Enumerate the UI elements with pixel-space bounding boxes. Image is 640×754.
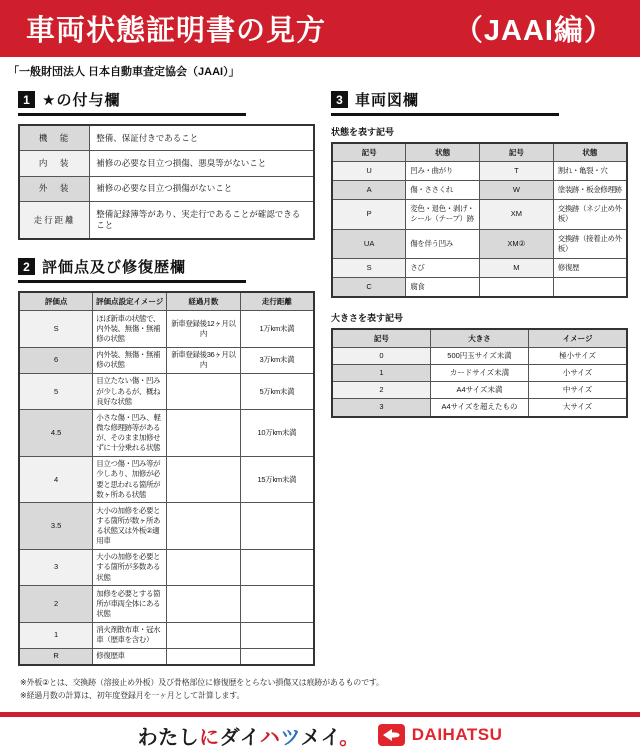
table-row (19, 373, 314, 409)
slogan-char: イ (239, 726, 260, 749)
column-header: 状態 (553, 143, 627, 162)
left-column (18, 81, 315, 666)
footnote-1: ※外板②とは、交換跡（溶接止め外板）及び骨格部位に修復歴をとらない損傷又は痕跡があるものです。 (20, 677, 384, 687)
table-cell: 外 装 (19, 176, 90, 201)
table-cell (167, 648, 241, 665)
right-column (331, 81, 628, 418)
table-cell: S (332, 258, 406, 277)
table-cell: A4サイズを超えたもの (430, 399, 528, 417)
daihatsu-slogan (138, 721, 360, 750)
footnotes (0, 666, 640, 703)
size-symbols-table (331, 328, 628, 418)
organization-name: 「一般財団法人 日本自動車査定協会（JAAI）」 (8, 66, 240, 78)
table-row (19, 202, 314, 239)
table-cell: 大小の加修を必要とする箇所が数ヶ所ある状態又は外板②適用車 (93, 503, 167, 550)
table-cell: 4.5 (19, 410, 93, 457)
table-cell (240, 586, 314, 622)
table-cell (167, 622, 241, 648)
table-cell: 走行距離 (19, 202, 90, 239)
table-row (332, 181, 627, 200)
table-cell: 消火剤散布車・冠水車（歴車を含む） (93, 622, 167, 648)
table-cell: 3 (19, 549, 93, 585)
table-cell: UA (332, 229, 406, 258)
column-header: 評価点設定イメージ (93, 292, 167, 311)
table-cell: 機 能 (19, 125, 90, 151)
table-cell: 交換跡（ネジ止め外板） (553, 200, 627, 229)
table-cell (167, 503, 241, 550)
table-cell: 傷を伴う凹み (406, 229, 480, 258)
table-cell: A (332, 181, 406, 200)
table-cell: 修復歴車 (93, 648, 167, 665)
table-cell: 15万km未満 (240, 456, 314, 503)
table-row (332, 162, 627, 181)
column-header: 記号 (332, 329, 430, 348)
slogan-char: た (158, 726, 179, 749)
table-cell: 整備記録簿等があり、実走行であることが確認できること (90, 202, 314, 239)
column-header: 記号 (332, 143, 406, 162)
table-cell: A4サイズ未満 (430, 382, 528, 399)
section1-header (18, 89, 246, 116)
table-cell: 内 装 (19, 151, 90, 176)
table-cell (240, 648, 314, 665)
slogan-char: イ (320, 726, 340, 749)
table-row (19, 125, 314, 151)
table-row (19, 549, 314, 585)
table-cell (553, 277, 627, 297)
column-header: 評価点 (19, 292, 93, 311)
section2-header (18, 256, 246, 283)
table-cell: U (332, 162, 406, 181)
page-title-edition: （JAAI編） (453, 15, 614, 47)
table-cell (167, 410, 241, 457)
table-cell (480, 277, 554, 297)
column-header: 経過月数 (167, 292, 241, 311)
page-title: 車両状態証明書の見方 (26, 15, 327, 47)
daihatsu-d-arrow-icon (378, 724, 405, 746)
page-title-banner (0, 0, 640, 57)
section3-title: 車両図欄 (355, 92, 420, 109)
daihatsu-wordmark: DAIHATSU (411, 725, 503, 745)
table-cell (167, 549, 241, 585)
section1-number-badge: 1 (18, 91, 35, 108)
table-cell: 1 (332, 365, 430, 382)
table-cell (240, 622, 314, 648)
table-cell: 3.5 (19, 503, 93, 550)
table-cell: 極小サイズ (529, 348, 627, 365)
table-cell: P (332, 200, 406, 229)
table-cell: 2 (332, 382, 430, 399)
table-cell: W (480, 181, 554, 200)
table-cell: 凹み・曲がり (406, 162, 480, 181)
table-cell: ほぼ新車の状態で、内外装、無傷・無補修の状態 (93, 311, 167, 347)
table-cell (167, 586, 241, 622)
table-cell: 加修を必要とする箇所が車両全体にある状態 (93, 586, 167, 622)
table-cell: 5 (19, 373, 93, 409)
table-row (332, 382, 627, 399)
column-header: 状態 (406, 143, 480, 162)
star-criteria-table (18, 124, 315, 240)
table-cell (167, 373, 241, 409)
table-cell: 補修の必要な目立つ損傷がないこと (90, 176, 314, 201)
table-cell (240, 549, 314, 585)
table-cell: 目立たない傷・凹みが少しあるが、概ね良好な状態 (93, 373, 167, 409)
table-row (332, 365, 627, 382)
table-cell: 大サイズ (529, 399, 627, 417)
table-row (332, 200, 627, 229)
table-cell: 6 (19, 347, 93, 373)
section2-title: 評価点及び修復歴欄 (42, 259, 187, 277)
section2-number-badge: 2 (18, 258, 35, 275)
table-cell (240, 503, 314, 550)
column-header: 走行距離 (240, 292, 314, 311)
table-cell: 補修の必要な目立つ損傷、悪臭等がないこと (90, 151, 314, 176)
section3-header (331, 89, 559, 116)
table-row (332, 348, 627, 365)
table-cell: 500円玉サイズ未満 (430, 348, 528, 365)
table-cell: 整備、保証付きであること (90, 125, 314, 151)
slogan-char: に (199, 726, 220, 749)
table-cell: 小さな傷・凹み、軽微な修理跡等があるが、そのまま加修せずに十分乗れる状態 (93, 410, 167, 457)
table-cell: R (19, 648, 93, 665)
table-cell: M (480, 258, 554, 277)
table-cell: 5万km未満 (240, 373, 314, 409)
table-cell: さび (406, 258, 480, 277)
table-cell: 腐食 (406, 277, 480, 297)
table-cell: 目立つ傷・凹み等が少しあり、加修が必要と思われる箇所が数ヶ所ある状態 (93, 456, 167, 503)
daihatsu-logo (378, 724, 503, 746)
table-cell: XM (480, 200, 554, 229)
table-row (332, 277, 627, 297)
table-cell: C (332, 277, 406, 297)
table-cell: XM② (480, 229, 554, 258)
slogan-char: ダ (219, 726, 240, 749)
table-cell: 10万km未満 (240, 410, 314, 457)
table-cell: 2 (19, 586, 93, 622)
table-row (332, 229, 627, 258)
table-cell: 1 (19, 622, 93, 648)
size-symbols-label: 大きさを表す記号 (331, 313, 404, 323)
table-cell: 変色・退色・剥げ・シール（テープ）跡 (406, 200, 480, 229)
table-cell: 内外装、無傷・無補修の状態 (93, 347, 167, 373)
evaluation-points-table (18, 291, 315, 666)
slogan-char: 。 (339, 726, 360, 749)
table-cell: 新車登録後36ヶ月以内 (167, 347, 241, 373)
column-header: 記号 (480, 143, 554, 162)
table-cell: カードサイズ未満 (430, 365, 528, 382)
table-cell: 塗装跡・板金修理跡 (553, 181, 627, 200)
table-cell: 3 (332, 399, 430, 417)
slogan-char: わ (137, 726, 159, 749)
table-row (19, 503, 314, 550)
table-cell: 0 (332, 348, 430, 365)
table-cell: 新車登録後12ヶ月以内 (167, 311, 241, 347)
table-row (19, 586, 314, 622)
table-cell: S (19, 311, 93, 347)
table-cell: 中サイズ (529, 382, 627, 399)
table-row (19, 176, 314, 201)
slogan-char: し (178, 726, 200, 749)
table-cell: 4 (19, 456, 93, 503)
table-cell: 1万km未満 (240, 311, 314, 347)
table-row (19, 410, 314, 457)
table-row (332, 399, 627, 417)
footer (0, 717, 640, 754)
table-row (19, 311, 314, 347)
table-cell: T (480, 162, 554, 181)
footnote-2: ※経過月数の計算は、初年度登録月を一ヶ月として計算します。 (20, 690, 245, 700)
table-cell: 大小の加修を必要とする箇所が多数ある状態 (93, 549, 167, 585)
slogan-char: ツ (280, 726, 301, 749)
table-cell: 3万km未満 (240, 347, 314, 373)
table-row (332, 258, 627, 277)
table-row (19, 347, 314, 373)
table-cell: 交換跡（接着止め外板） (553, 229, 627, 258)
section1-title: ★の付与欄 (42, 92, 121, 109)
table-row (19, 648, 314, 665)
state-symbols-table (331, 142, 628, 298)
table-row (19, 622, 314, 648)
slogan-char: メ (300, 726, 321, 749)
table-cell: 小サイズ (529, 365, 627, 382)
table-cell: 割れ・亀裂・穴 (553, 162, 627, 181)
table-cell: 傷・ささくれ (406, 181, 480, 200)
column-header: イメージ (529, 329, 627, 348)
section3-number-badge: 3 (331, 91, 348, 108)
content-columns (0, 79, 640, 666)
table-row (19, 151, 314, 176)
state-symbols-label: 状態を表す記号 (331, 127, 395, 137)
column-header: 大きさ (430, 329, 528, 348)
slogan-char: ハ (259, 726, 281, 749)
table-cell: 修復歴 (553, 258, 627, 277)
